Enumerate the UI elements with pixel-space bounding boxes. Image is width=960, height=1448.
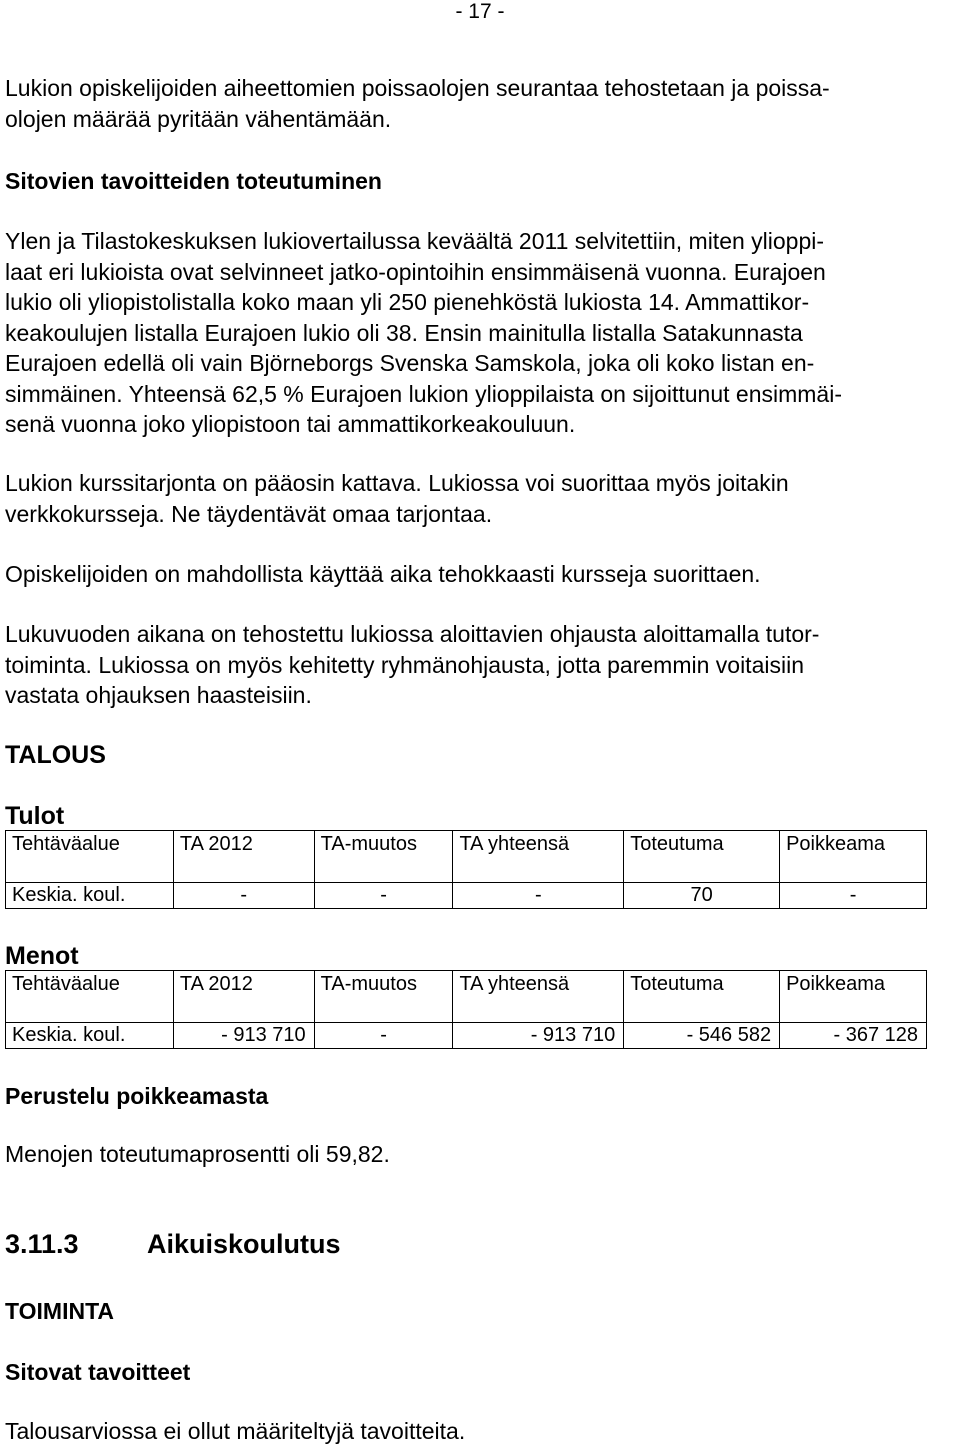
goals-line: laat eri lukioista ovat selvinneet jatko-opintoihin ensimmäisenä vuonna. Eurajoen: [5, 258, 826, 285]
intro-paragraph: [5, 73, 950, 134]
cell: -: [453, 883, 624, 909]
table-row: [6, 1023, 927, 1049]
goals-line: Eurajoen edellä oli vain Björneborgs Svenska Samskola, joka oli koko listan en-: [5, 350, 815, 376]
menot-table: [5, 970, 927, 1049]
courses-line: verkkokursseja. Ne täydentävät omaa tarjontaa.: [5, 500, 493, 527]
intro-line: olojen määrää pyritään vähentämään.: [5, 105, 392, 132]
tulot-heading: Tulot: [5, 802, 65, 830]
page-number: - 17 -: [455, 0, 505, 23]
guidance-line: Lukuvuoden aikana on tehostettu lukiossa aloittavien ohjausta aloittamalla tutor-: [5, 621, 820, 647]
talous-heading: TALOUS: [5, 741, 106, 769]
header-cell: TA yhteensä: [453, 971, 624, 1023]
table-row: [6, 883, 927, 909]
courses-paragraph: [5, 468, 950, 529]
header-cell: TA-muutos: [314, 831, 453, 883]
guidance-paragraph: [5, 619, 950, 711]
section-heading: [5, 1229, 341, 1259]
perustelu-paragraph: [5, 1139, 950, 1170]
header-cell: TA-muutos: [314, 971, 453, 1023]
goals-paragraph: [5, 226, 950, 440]
header-cell: Toteutuma: [624, 831, 780, 883]
goals-line: Ylen ja Tilastokeskuksen lukiovertailussa keväältä 2011 selvitettiin, miten ylioppi-: [5, 228, 825, 254]
section-number: 3.11.3: [5, 1229, 79, 1259]
perustelu-line: Menojen toteutumaprosentti oli 59,82.: [5, 1141, 390, 1167]
cell: -: [780, 883, 927, 909]
cell: 70: [624, 883, 780, 909]
tulot-table: [5, 830, 927, 909]
final-paragraph: [5, 1416, 950, 1447]
goals-line: simmäinen. Yhteensä 62,5 % Eurajoen lukion ylioppilaista on sijoittunut ensimmäi-: [5, 380, 842, 407]
cell: Keskia. koul.: [6, 883, 174, 909]
cell: Keskia. koul.: [6, 1023, 174, 1049]
header-cell: Tehtäväalue: [6, 831, 174, 883]
toiminta-heading: TOIMINTA: [5, 1298, 115, 1324]
cell: - 913 710: [453, 1023, 624, 1049]
header-cell: Toteutuma: [624, 971, 780, 1023]
time-paragraph: [5, 559, 950, 590]
cell: - 913 710: [173, 1023, 314, 1049]
cell: -: [314, 1023, 453, 1049]
final-line: Talousarviossa ei ollut määriteltyjä tavoitteita.: [5, 1418, 466, 1444]
header-cell: Poikkeama: [780, 831, 927, 883]
table-header-row: [6, 971, 927, 1023]
goals-heading: Sitovien tavoitteiden toteutuminen: [5, 168, 382, 194]
cell: - 546 582: [624, 1023, 780, 1049]
intro-line: Lukion opiskelijoiden aiheettomien poissaolojen seurantaa tehostetaan ja poissa-: [5, 75, 830, 101]
header-cell: Tehtäväalue: [6, 971, 174, 1023]
header-cell: TA 2012: [173, 971, 314, 1023]
courses-line: Lukion kurssitarjonta on pääosin kattava. Lukiossa voi suorittaa myös joitakin: [5, 470, 789, 496]
table-header-row: [6, 831, 927, 883]
guidance-line: toiminta. Lukiossa on myös kehitetty ryhmänohjausta, jotta paremmin voitaisiin: [5, 651, 804, 678]
header-cell: TA 2012: [173, 831, 314, 883]
time-line: Opiskelijoiden on mahdollista käyttää aika tehokkaasti kursseja suorittaen.: [5, 561, 761, 587]
guidance-line: vastata ohjauksen haasteisiin.: [5, 682, 312, 708]
perustelu-heading: Perustelu poikkeamasta: [5, 1083, 269, 1109]
cell: - 367 128: [780, 1023, 927, 1049]
goals-line: lukio oli yliopistolistalla koko maan yli 250 pienehköstä lukiosta 14. Ammattikor-: [5, 289, 810, 315]
menot-heading: Menot: [5, 942, 79, 970]
goals-line: senä vuonna joko yliopistoon tai ammattikorkeakouluun.: [5, 411, 576, 437]
header-cell: TA yhteensä: [453, 831, 624, 883]
header-cell: Poikkeama: [780, 971, 927, 1023]
cell: -: [314, 883, 453, 909]
goals-line: keakoulujen listalla Eurajoen lukio oli 38. Ensin mainitulla listalla Satakunnasta: [5, 319, 803, 346]
section-title: Aikuiskoulutus: [147, 1229, 341, 1259]
cell: -: [173, 883, 314, 909]
sitovat-heading: Sitovat tavoitteet: [5, 1359, 191, 1385]
